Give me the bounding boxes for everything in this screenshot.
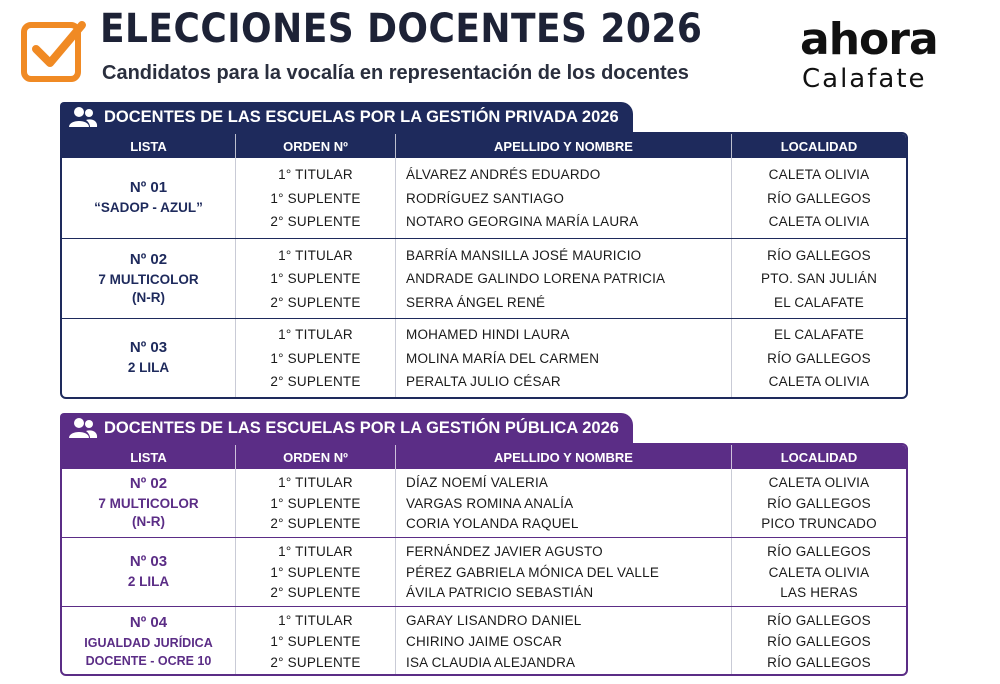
lista-number: Nº 02 — [129, 475, 168, 492]
orden-cell: 1° TITULAR — [278, 543, 353, 559]
localidad-column — [732, 319, 906, 397]
nombre-cell: CHIRINO JAIME OSCAR — [406, 634, 563, 649]
orden-column — [236, 538, 396, 606]
localidad-cell: CALETA OLIVIA — [768, 474, 870, 490]
nombre-cell: FERNÁNDEZ JAVIER AGUSTO — [406, 543, 603, 559]
orden-cell: 2° SUPLENTE — [270, 516, 361, 532]
lista-name-line: 2 LILA — [127, 360, 170, 375]
localidad-cell: CALETA OLIVIA — [768, 166, 870, 182]
lista-cell — [62, 319, 236, 397]
localidad-cell: PICO TRUNCADO — [761, 516, 877, 532]
list-group — [62, 318, 906, 397]
orden-cell: 2° SUPLENTE — [270, 655, 361, 670]
nombre-cell: RODRÍGUEZ SANTIAGO — [406, 190, 565, 206]
lista-cell — [62, 469, 236, 537]
localidad-cell: RÍO GALLEGOS — [767, 613, 871, 628]
localidad-cell: CALETA OLIVIA — [768, 373, 870, 389]
nombre-column — [396, 158, 732, 238]
column-header: LISTA — [62, 445, 236, 469]
orden-cell: 1° TITULAR — [278, 166, 353, 182]
localidad-cell: LAS HERAS — [780, 585, 858, 601]
orden-column — [236, 607, 396, 676]
localidad-cell: RÍO GALLEGOS — [767, 190, 871, 206]
nombre-cell: SERRA ÁNGEL RENÉ — [406, 294, 546, 310]
orden-cell: 1° TITULAR — [278, 474, 353, 490]
column-header: APELLIDO Y NOMBRE — [396, 134, 732, 158]
lista-name-line: 2 LILA — [127, 574, 170, 589]
lista-name-line: (N-R) — [132, 514, 165, 529]
lista-name — [98, 271, 198, 307]
column-header: LISTA — [62, 134, 236, 158]
list-group — [62, 158, 906, 238]
orden-cell: 2° SUPLENTE — [270, 214, 361, 230]
candidates-table — [60, 443, 908, 676]
orden-cell: 2° SUPLENTE — [270, 585, 361, 601]
page-title: ELECCIONES DOCENTES 2026 — [100, 6, 703, 52]
orden-cell: 2° SUPLENTE — [270, 373, 361, 389]
brand-logo — [798, 14, 983, 98]
orden-cell: 1° SUPLENTE — [270, 190, 361, 206]
orden-cell: 1° SUPLENTE — [270, 271, 361, 286]
lista-cell — [62, 239, 236, 318]
section-title-tag — [60, 102, 633, 132]
candidates-table — [60, 132, 908, 399]
lista-name-line: 7 MULTICOLOR — [98, 496, 199, 511]
checkbox-icon — [20, 15, 88, 83]
orden-cell: 1° TITULAR — [278, 327, 353, 343]
lista-number: Nº 03 — [129, 553, 168, 570]
localidad-cell: EL CALAFATE — [774, 294, 864, 310]
nombre-cell: MOLINA MARÍA DEL CARMEN — [406, 350, 600, 366]
localidad-cell: EL CALAFATE — [774, 327, 864, 343]
section-title: DOCENTES DE LAS ESCUELAS POR LA GESTIÓN PRIVADA 2026 — [104, 107, 619, 126]
lista-cell — [62, 538, 236, 606]
localidad-column — [732, 538, 906, 606]
lista-number: Nº 04 — [129, 613, 168, 631]
localidad-column — [732, 239, 906, 318]
table-header — [62, 134, 906, 158]
orden-cell: 1° TITULAR — [278, 613, 353, 628]
header — [0, 0, 1000, 100]
orden-cell: 2° SUPLENTE — [270, 294, 361, 310]
nombre-cell: CORIA YOLANDA RAQUEL — [406, 516, 579, 532]
localidad-cell: CALETA OLIVIA — [768, 214, 870, 230]
nombre-column — [396, 239, 732, 318]
nombre-cell: ÁVILA PATRICIO SEBASTIÁN — [406, 585, 594, 601]
nombre-cell: ANDRADE GALINDO LORENA PATRICIA — [406, 271, 666, 286]
nombre-cell: PERALTA JULIO CÉSAR — [406, 373, 561, 389]
nombre-cell: ÁLVAREZ ANDRÉS EDUARDO — [406, 166, 601, 182]
lista-name-line: (N-R) — [132, 289, 165, 305]
nombre-cell: ISA CLAUDIA ALEJANDRA — [406, 655, 576, 670]
lista-cell — [62, 158, 236, 238]
lista-name — [128, 359, 169, 377]
section-title: DOCENTES DE LAS ESCUELAS POR LA GESTIÓN PÚBLICA 2026 — [104, 418, 619, 437]
lista-name — [128, 573, 169, 591]
localidad-cell: RÍO GALLEGOS — [767, 350, 871, 366]
orden-cell: 1° SUPLENTE — [270, 634, 361, 649]
localidad-column — [732, 607, 906, 676]
lista-number: Nº 03 — [129, 339, 168, 356]
list-group — [62, 606, 906, 676]
orden-column — [236, 158, 396, 238]
localidad-cell: CALETA OLIVIA — [768, 564, 870, 580]
nombre-column — [396, 469, 732, 537]
nombre-cell: PÉREZ GABRIELA MÓNICA DEL VALLE — [406, 564, 660, 580]
column-header: ORDEN Nº — [236, 445, 396, 469]
nombre-column — [396, 607, 732, 676]
orden-column — [236, 469, 396, 537]
localidad-column — [732, 469, 906, 537]
column-header: APELLIDO Y NOMBRE — [396, 445, 732, 469]
column-header: ORDEN Nº — [236, 134, 396, 158]
localidad-cell: RÍO GALLEGOS — [767, 247, 871, 263]
page-subtitle: Candidatos para la vocalía en representación de los docentes — [102, 62, 689, 84]
section-title-tag — [60, 413, 633, 443]
orden-cell: 1° SUPLENTE — [270, 564, 361, 580]
localidad-cell: RÍO GALLEGOS — [767, 495, 871, 511]
logo-wordmark-top: ahora — [800, 14, 938, 65]
people-icon — [68, 106, 98, 128]
localidad-cell: RÍO GALLEGOS — [767, 655, 871, 670]
logo-wordmark-bottom: Calafate — [802, 64, 927, 94]
orden-cell: 1° TITULAR — [278, 247, 353, 263]
nombre-column — [396, 538, 732, 606]
list-group — [62, 469, 906, 537]
nombre-cell: BARRÍA MANSILLA JOSÉ MAURICIO — [406, 247, 642, 263]
lista-name — [98, 495, 198, 531]
people-icon — [68, 417, 98, 439]
lista-name-line: 7 MULTICOLOR — [98, 271, 199, 287]
lista-number: Nº 02 — [129, 250, 168, 268]
nombre-cell: VARGAS ROMINA ANALÍA — [406, 495, 574, 511]
nombre-column — [396, 319, 732, 397]
lista-name-line: IGUALDAD JURÍDICA — [84, 635, 213, 650]
lista-name-line: DOCENTE - OCRE 10 — [85, 653, 212, 668]
column-header: LOCALIDAD — [780, 449, 858, 465]
lista-name — [84, 634, 212, 670]
nombre-cell: DÍAZ NOEMÍ VALERIA — [406, 474, 549, 490]
localidad-column — [732, 158, 906, 238]
localidad-cell: PTO. SAN JULIÁN — [760, 271, 878, 286]
lista-cell — [62, 607, 236, 676]
orden-cell: 1° SUPLENTE — [270, 495, 361, 511]
lista-name — [94, 199, 203, 217]
localidad-cell: RÍO GALLEGOS — [767, 543, 871, 559]
nombre-cell: MOHAMED HINDI LAURA — [406, 327, 570, 343]
lista-number: Nº 01 — [129, 179, 168, 196]
orden-column — [236, 319, 396, 397]
orden-cell: 1° SUPLENTE — [270, 350, 361, 366]
lista-name-line: “SADOP - AZUL” — [94, 200, 203, 215]
table-header — [62, 445, 906, 469]
list-group — [62, 238, 906, 318]
nombre-cell: NOTARO GEORGINA MARÍA LAURA — [406, 214, 639, 230]
column-header: LOCALIDAD — [780, 138, 858, 154]
nombre-cell: GARAY LISANDRO DANIEL — [406, 613, 582, 628]
list-group — [62, 537, 906, 606]
orden-column — [236, 239, 396, 318]
localidad-cell: RÍO GALLEGOS — [767, 634, 871, 649]
